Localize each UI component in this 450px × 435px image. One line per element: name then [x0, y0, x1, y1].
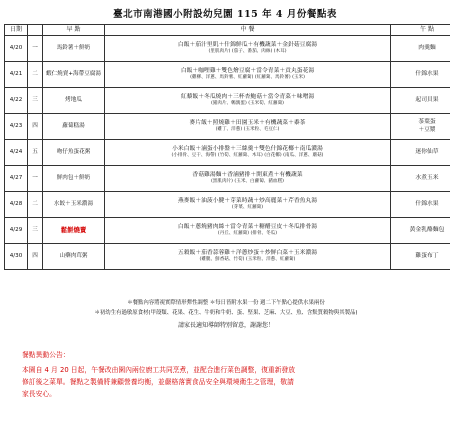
page-title: 臺北市南港國小附設幼兒園 115 年 4 月份餐點表: [113, 9, 337, 20]
afternoon-snack-text: 茶葉蛋: [418, 118, 436, 125]
announcement-line: 修訂後之菜單。餐點之製備將兼顧營養均衡，並嚴格落實食品安全與環境衛生之管理，敬請: [22, 377, 294, 386]
cell-date: [5, 62, 28, 88]
cell-date: [5, 192, 28, 218]
announcement: [22, 350, 432, 401]
morning-snack-text: 水餃＋玉米濃湯: [53, 200, 94, 207]
cell-afternoon-snack: [391, 218, 450, 244]
date-text: 4/24: [9, 148, 23, 155]
date-text: 4/23: [9, 122, 23, 129]
table-header-row: [5, 25, 450, 36]
weekday-text: 五: [32, 148, 38, 155]
header-weekday: [28, 25, 43, 36]
date-text: 4/29: [9, 226, 23, 233]
afternoon-snack-text: 起司貝果: [415, 96, 439, 103]
morning-snack-text: 蝦仁燒賣+海帶豆腐湯: [45, 70, 102, 77]
table-row: [5, 114, 450, 140]
afternoon-snack-text: 水煮玉米: [415, 174, 439, 181]
lunch-ingredients: (黑肌肉片) (玉米、白蘿蔔、豬血糕): [211, 179, 284, 185]
cell-afternoon-snack: [391, 62, 450, 88]
cell-afternoon-snack: [391, 192, 450, 218]
cell-morning-snack: [43, 140, 105, 166]
table-row: [5, 36, 450, 62]
weekday-text: 二: [32, 200, 38, 207]
cell-morning-snack: [43, 244, 105, 270]
footer-note-2: ＊初幼生有過敏原食材(甲殼類、花果、花生、牛奶和牛奶、蛋、堅果、芝麻、大豆、魚、含麩質穀物與其製品): [94, 310, 358, 316]
header-date: 日期: [5, 25, 28, 36]
afternoon-snack-extra: ＋豆漿: [418, 126, 436, 133]
date-text: 4/22: [9, 96, 23, 103]
cell-weekday: [28, 192, 43, 218]
morning-snack-text: 蘿蔔糕湯: [62, 122, 85, 129]
morning-snack-text: 烤地瓜: [65, 96, 82, 103]
cell-weekday: [28, 140, 43, 166]
cell-weekday: [28, 244, 43, 270]
cell-lunch: [105, 244, 391, 270]
lunch-ingredients: (雞丁、洋蔥) (玉米粒、毛豆仁): [215, 127, 280, 133]
afternoon-snack-text: 黃金乳酪麵包: [409, 226, 445, 233]
cell-date: [5, 166, 28, 192]
cell-date: [5, 88, 28, 114]
menu-table: [4, 24, 450, 270]
date-text: 4/27: [9, 174, 23, 181]
cell-weekday: [28, 166, 43, 192]
cell-morning-snack: [43, 218, 105, 244]
lunch-ingredients: (雞柳、洋蔥、馬鈴薯、紅蘿蔔) (紅蘿蔔、馬鈴薯) (玉米): [190, 75, 305, 81]
weekday-text: 四: [32, 252, 38, 259]
cell-date: [5, 140, 28, 166]
cell-morning-snack: [43, 62, 105, 88]
table-row: [5, 88, 450, 114]
afternoon-snack-text: 雞蛋布丁: [415, 252, 439, 259]
cell-lunch: [105, 140, 391, 166]
cell-afternoon-snack: [391, 88, 450, 114]
lunch-main: 燕麥飯＋油菠小腱＋芽菜時蔬＋炒高麗菜＋芹香魚丸湯: [177, 197, 318, 204]
weekday-text: 四: [32, 122, 38, 129]
lunch-ingredients: (里肌肉片) (茄子、番茄、肉絲) (木耳): [208, 49, 287, 55]
afternoon-snack-text: 肉羹麵: [418, 44, 436, 51]
weekday-text: 一: [32, 44, 38, 51]
cell-morning-snack: [43, 166, 105, 192]
morning-snack-text: 吻仔魚蛋花粥: [56, 148, 91, 155]
table-row: [5, 218, 450, 244]
footer-note-1: ＊餐點內容將視實際情形彈性調整 ＊每日皆附水果一份 週二下午點心提供水果兩份: [127, 300, 325, 306]
cell-afternoon-snack: [391, 114, 450, 140]
lunch-main: 小米白飯＋滷蛋小排盤＋三絲羹＋雙色什錦花椰＋南瓜濃湯: [172, 145, 323, 152]
lunch-main: 香菇雞湯麵＋香滷豬排＋開東煮＋有機蔬菜: [192, 171, 303, 178]
lunch-main: 紅藜飯＋冬瓜燒肉＋三杯杏鮑菇＋當令青菜＋味噌湯: [180, 93, 315, 100]
cell-weekday: [28, 88, 43, 114]
cell-morning-snack: [43, 192, 105, 218]
cell-lunch: [105, 62, 391, 88]
cell-lunch: [105, 88, 391, 114]
cell-morning-snack: [43, 114, 105, 140]
date-text: 4/21: [9, 70, 23, 77]
cell-lunch: [105, 192, 391, 218]
cell-afternoon-snack: [391, 36, 450, 62]
header-morning-snack: 早 點: [43, 25, 105, 36]
cell-date: [5, 218, 28, 244]
footer-note-3: 請家長適知導師特別留意，謝謝您！: [177, 322, 274, 329]
morning-snack-text: 鬆餅燒賣: [60, 225, 87, 234]
cell-afternoon-snack: [391, 140, 450, 166]
cell-weekday: [28, 36, 43, 62]
date-text: 4/30: [9, 252, 23, 259]
cell-date: [5, 114, 28, 140]
lunch-ingredients: (丹丘、紅蘿蔔) (排骨、冬瓜): [217, 231, 278, 237]
lunch-main: 五穀飯＋茄香蒜蓉雞＋洋蔥炒蛋＋炒鮮白菜＋玉米濃湯: [177, 249, 318, 256]
table-row: [5, 244, 450, 270]
lunch-ingredients: (雞腿、鮮香菇、竹筍) (玉米粒、洋蔥、紅蘿蔔): [199, 257, 296, 263]
header-lunch: 中 餐: [105, 25, 391, 36]
lunch-main: 麥片飯＋照燒雞＋田園玉米＋有機蔬菜＋黍茶: [189, 119, 306, 126]
morning-snack-text: 山藥肉茸粥: [59, 252, 88, 259]
weekday-text: 二: [32, 70, 38, 77]
lunch-ingredients: (芽菜、紅蘿蔔): [231, 205, 264, 211]
cell-morning-snack: [43, 36, 105, 62]
announcement-line: 本園自 4 月 20 日起，午餐改由園內兩位廚工共同烹煮，並配合進行菜色調整，復重新發放: [22, 365, 296, 374]
cell-lunch: [105, 166, 391, 192]
morning-snack-text: 馬鈴薯＋鮮奶: [56, 44, 91, 51]
cell-afternoon-snack: [391, 166, 450, 192]
lunch-ingredients: (小排骨、豆干、海帶) (竹筍、紅蘿蔔、木耳) (白花椰) (南瓜、洋蔥、蘑菇): [171, 153, 324, 159]
cell-date: [5, 36, 28, 62]
afternoon-snack-text: 什錦水果: [415, 70, 439, 77]
cell-afternoon-snack: [391, 244, 450, 270]
afternoon-snack-text: 什錦水果: [415, 200, 439, 207]
table-row: [5, 192, 450, 218]
lunch-main: 白飯＋咖哩雞＋雙色燴豆腐＋當令青菜＋貢丸蛋花湯: [180, 67, 315, 74]
weekday-text: 一: [32, 174, 38, 181]
cell-lunch: [105, 114, 391, 140]
cell-weekday: [28, 62, 43, 88]
weekday-text: 三: [32, 96, 38, 103]
cell-lunch: [105, 218, 391, 244]
announcement-line: 家長安心。: [22, 389, 56, 398]
cell-lunch: [105, 36, 391, 62]
lunch-main: 白飯＋茄汁里肌＋什錦鮮瓜＋有機蔬菜＋金針菇豆腐湯: [177, 41, 318, 48]
cell-weekday: [28, 218, 43, 244]
cell-date: [5, 244, 28, 270]
header-afternoon-snack: 午 點: [391, 25, 450, 36]
cell-morning-snack: [43, 88, 105, 114]
table-row: [5, 166, 450, 192]
weekday-text: 三: [32, 226, 38, 233]
table-row: [5, 62, 450, 88]
date-text: 4/28: [9, 200, 23, 207]
cell-weekday: [28, 114, 43, 140]
announcement-heading: 餐點異動公告：: [22, 351, 70, 359]
date-text: 4/20: [9, 44, 23, 51]
lunch-main: 白飯＋蔥燒豬肉絲＋當令青菜＋糖醋豆皮＋冬瓜排骨湯: [177, 223, 318, 230]
afternoon-snack-text: 迷你仙草: [415, 148, 439, 155]
menu-body: [5, 36, 450, 270]
morning-snack-text: 鮮肉包＋鮮奶: [56, 174, 91, 181]
table-row: [5, 140, 450, 166]
lunch-ingredients: (豬肉片、鵪鶉蛋) (玉米筍、紅蘿蔔): [211, 101, 284, 107]
